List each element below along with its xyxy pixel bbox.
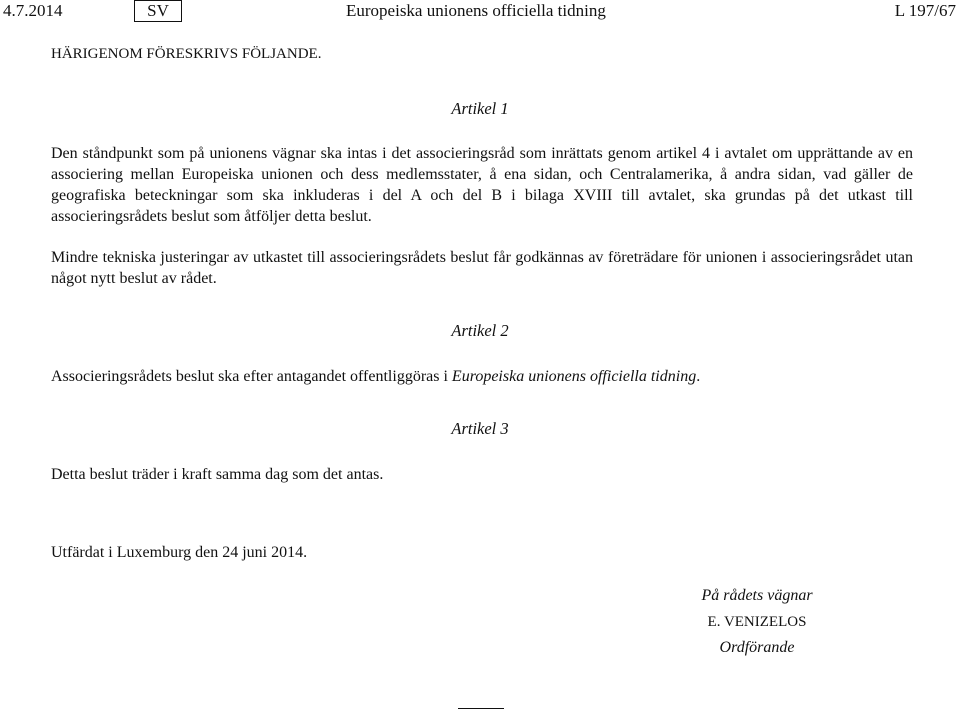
language-badge: SV: [134, 0, 182, 22]
page-reference: L 197/67: [894, 1, 956, 20]
paragraph-text: Den ståndpunkt som på unionens vägnar ska intas i det associeringsråd som inrättats genom artikel 4 i avtalet om upprättande av en associering mellan Europeiska unionen och dess medlemsstater, å ena sidan, och Centralamerika, å andra sidan, vad gäller de geografiska beteckningar som ska inkluderas i del A och del B i bilaga XVIII till avtalet, ska grundas på det utkast till associeringsrådets beslut som åtföljer detta beslut.: [51, 145, 913, 225]
article-1-paragraph-1: [51, 143, 913, 227]
paragraph-text: Utfärdat i Luxemburg den 24 juni 2014.: [51, 544, 308, 561]
enacting-formula: HÄRIGENOM FÖRESKRIVS FÖLJANDE.: [51, 46, 322, 62]
article-3-paragraph: [51, 464, 913, 485]
paragraph-text-end: .: [696, 368, 701, 385]
signature-role: Ordförande: [719, 639, 795, 656]
publication-date: 4.7.2014: [3, 1, 63, 20]
paragraph-text-start: Associeringsrådets beslut ska efter antagandet offentliggöras i: [51, 368, 452, 385]
journal-title: Europeiska unionens officiella tidning: [346, 1, 606, 20]
paragraph-text: Mindre tekniska justeringar av utkastet till associeringsrådets beslut får godkännas av företrädare för unionen i associeringsrådet utan något nytt beslut av rådet.: [51, 249, 913, 287]
done-at-line: [51, 542, 913, 563]
article-2-title: Artikel 2: [451, 321, 509, 340]
article-1-paragraph-2: [51, 247, 913, 289]
article-1-title: Artikel 1: [451, 99, 509, 118]
journal-name-italic: Europeiska unionens officiella tidning: [451, 368, 697, 385]
paragraph-text: Detta beslut träder i kraft samma dag som det antas.: [51, 466, 384, 483]
end-rule-divider: [458, 708, 504, 709]
page-header: [0, 0, 960, 26]
paragraph-text: [51, 366, 913, 387]
article-2-paragraph: [51, 366, 913, 387]
signature-name: E. VENIZELOS: [707, 614, 807, 630]
signature-on-behalf: På rådets vägnar: [701, 587, 813, 604]
article-3-title: Artikel 3: [451, 419, 509, 438]
